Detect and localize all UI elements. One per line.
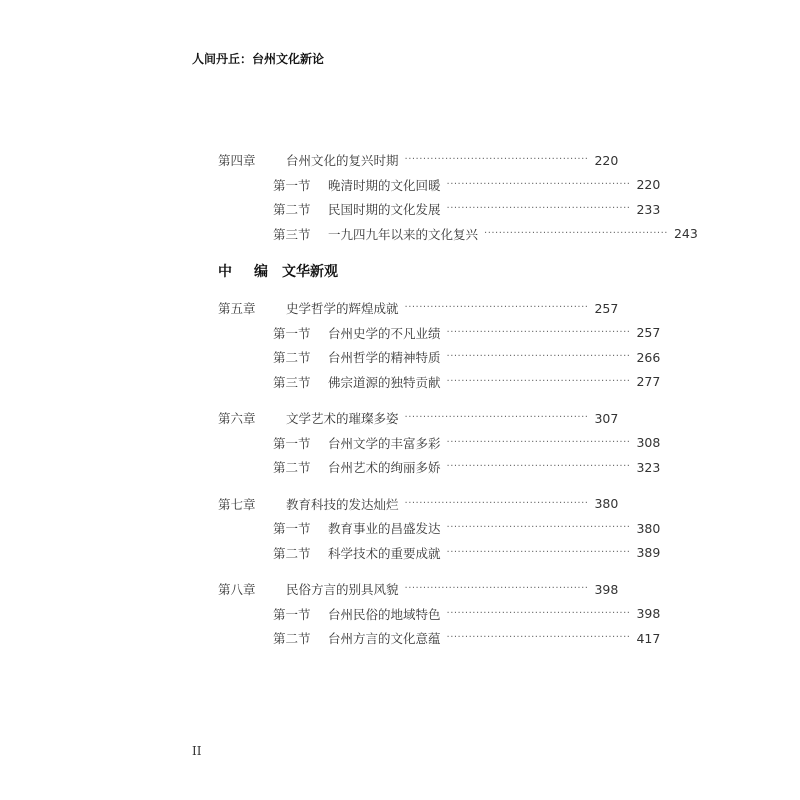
section-number: 第一节 <box>273 325 311 341</box>
section-number: 第二节 <box>273 202 311 218</box>
toc-chapter-row[interactable] <box>218 492 619 517</box>
section-number: 第二节 <box>273 545 311 561</box>
section-title: 台州艺术的绚丽多娇 <box>328 460 441 476</box>
toc-section-row[interactable] <box>218 370 661 395</box>
dot-leader: ·················································· <box>446 351 631 363</box>
dot-leader: ·················································· <box>446 178 631 190</box>
section-title: 台州史学的不凡业绩 <box>328 325 441 341</box>
toc-section-row[interactable] <box>218 626 661 651</box>
dot-leader: ·················································· <box>446 546 631 558</box>
toc-chapter-row[interactable] <box>218 406 619 431</box>
running-header: 人间丹丘：台州文化新论 <box>192 52 325 66</box>
chapter-number: 第五章 <box>218 301 256 317</box>
page-number: 389 <box>636 545 661 561</box>
dot-leader: ·················································· <box>446 522 631 534</box>
chapter-title: 教育科技的发达灿烂 <box>286 496 399 512</box>
chapter-number: 第八章 <box>218 582 256 598</box>
group-spacer <box>218 480 573 492</box>
page-number: 257 <box>636 325 661 341</box>
dot-leader: ·················································· <box>404 583 589 595</box>
section-title: 台州哲学的精神特质 <box>328 350 441 366</box>
toc-section-row[interactable] <box>218 197 661 222</box>
section-title: 科学技术的重要成就 <box>328 545 441 561</box>
section-number: 第二节 <box>273 631 311 647</box>
page-number: 307 <box>594 410 619 426</box>
part-title: 文华新观 <box>282 264 338 280</box>
page-number: 417 <box>636 630 661 646</box>
section-number: 第一节 <box>273 177 311 193</box>
toc-section-row[interactable] <box>218 431 661 456</box>
section-number: 第三节 <box>273 226 311 242</box>
toc-section-row[interactable] <box>218 173 661 198</box>
section-title: 台州方言的文化意蕴 <box>328 631 441 647</box>
dot-leader: ·················································· <box>404 497 589 509</box>
page-number: 233 <box>636 201 661 217</box>
page-number: 257 <box>594 300 619 316</box>
page-number: 380 <box>594 496 619 512</box>
toc-chapter-row[interactable] <box>218 148 619 173</box>
section-number: 第一节 <box>273 521 311 537</box>
dot-leader: ·················································· <box>446 203 631 215</box>
chapter-number: 第四章 <box>218 153 256 169</box>
part-label-char: 编 <box>254 264 268 280</box>
dot-leader: ·················································· <box>404 412 589 424</box>
dot-leader: ·················································· <box>404 154 589 166</box>
toc-section-row[interactable] <box>218 345 661 370</box>
page-number: 308 <box>636 435 661 451</box>
dot-leader: ·················································· <box>404 302 589 314</box>
section-number: 第三节 <box>273 374 311 390</box>
section-title: 台州文学的丰富多彩 <box>328 435 441 451</box>
toc-chapter-row[interactable] <box>218 296 619 321</box>
page-number: 220 <box>636 177 661 193</box>
group-spacer <box>218 394 573 406</box>
section-number: 第一节 <box>273 435 311 451</box>
page-number: 323 <box>636 459 661 475</box>
page-number: 398 <box>636 606 661 622</box>
toc-section-row[interactable] <box>218 321 661 346</box>
section-number: 第二节 <box>273 460 311 476</box>
chapter-title: 台州文化的复兴时期 <box>286 153 399 169</box>
toc-section-row[interactable] <box>218 455 661 480</box>
page-number: 243 <box>673 226 698 242</box>
page-number: 266 <box>636 349 661 365</box>
dot-leader: ·················································· <box>484 227 668 239</box>
chapter-number: 第六章 <box>218 411 256 427</box>
dot-leader: ·················································· <box>446 632 631 644</box>
dot-leader: ·················································· <box>446 375 631 387</box>
toc-section-row[interactable] <box>218 222 698 247</box>
part-heading <box>218 246 573 296</box>
section-title: 晚清时期的文化回暖 <box>328 177 441 193</box>
dot-leader: ·················································· <box>446 607 631 619</box>
toc-section-row[interactable] <box>218 516 661 541</box>
section-number: 第二节 <box>273 350 311 366</box>
section-number: 第一节 <box>273 606 311 622</box>
page-number: 398 <box>594 581 619 597</box>
chapter-title: 民俗方言的别具风貌 <box>286 582 399 598</box>
chapter-title: 史学哲学的辉煌成就 <box>286 301 399 317</box>
page-folio: II <box>192 744 202 758</box>
page-number: 380 <box>636 520 661 536</box>
chapter-number: 第七章 <box>218 496 256 512</box>
dot-leader: ·················································· <box>446 326 631 338</box>
chapter-title: 文学艺术的璀璨多姿 <box>286 411 399 427</box>
page-number: 277 <box>636 374 661 390</box>
toc-section-row[interactable] <box>218 602 661 627</box>
section-title: 民国时期的文化发展 <box>328 202 441 218</box>
section-title: 佛宗道源的独特贡献 <box>328 374 441 390</box>
section-title: 一九四九年以来的文化复兴 <box>328 226 479 242</box>
table-of-contents <box>218 148 698 651</box>
section-title: 教育事业的昌盛发达 <box>328 521 441 537</box>
part-label-char: 中 <box>218 264 232 280</box>
group-spacer <box>218 565 573 577</box>
page-number: 220 <box>594 152 619 168</box>
toc-chapter-row[interactable] <box>218 577 619 602</box>
toc-section-row[interactable] <box>218 541 661 566</box>
section-title: 台州民俗的地域特色 <box>328 606 441 622</box>
dot-leader: ·················································· <box>446 461 631 473</box>
dot-leader: ·················································· <box>446 436 631 448</box>
